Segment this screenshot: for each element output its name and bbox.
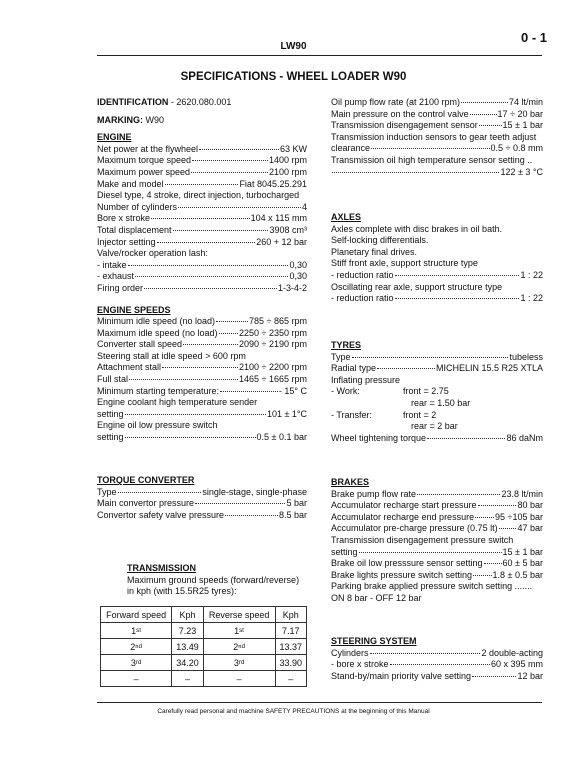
parking-line: Parking brake applied pressure switch setting ....... xyxy=(331,581,533,592)
engine-rows-2 xyxy=(97,202,307,248)
table-cell: 3ʳᵈ xyxy=(203,655,275,671)
spec-label: Oil pump flow rate (at 2100 rpm) xyxy=(331,97,461,107)
disengage-row xyxy=(331,547,543,559)
table-cell: 1ˢᵗ xyxy=(101,623,172,639)
spec-label: Accumulator recharge end pressure xyxy=(331,511,475,522)
engine-diesel: Diesel type, 4 stroke, direct injection, turbocharged xyxy=(97,190,300,201)
axles-line: Stiff front axle, support structure type xyxy=(331,258,478,269)
spec-label: - reduction ratio xyxy=(331,293,394,304)
leader-dots xyxy=(473,575,491,576)
steering-stall: Steering stall at idle speed > 600 rpm xyxy=(97,350,246,361)
brakes-rows xyxy=(331,489,543,535)
steering-section xyxy=(331,636,543,682)
spec-row xyxy=(97,271,307,283)
spec-label: Brake oil low presssure sensor setting xyxy=(331,558,483,569)
transfer-rear: rear = 2 bar xyxy=(411,421,458,432)
spec-row xyxy=(331,120,543,132)
spec-row xyxy=(97,328,307,340)
engine-lash: Valve/rocker operation lash: xyxy=(97,248,208,259)
table-header: Kph xyxy=(275,607,306,623)
table-cell: 33.90 xyxy=(275,655,306,671)
leader-dots xyxy=(499,528,517,529)
spec-label: Brake pump flow rate xyxy=(331,488,417,499)
spec-label: Minimum idle speed (no load) xyxy=(97,316,216,327)
spec-row xyxy=(97,409,307,421)
leader-dots xyxy=(427,438,505,439)
spec-row xyxy=(97,432,307,444)
spec-row xyxy=(97,362,307,374)
leader-dots xyxy=(144,288,277,289)
table-header: Kph xyxy=(172,607,203,623)
spec-label: Net power at the flywheel xyxy=(97,143,199,154)
spec-value: 15 ± 1 bar xyxy=(502,546,543,557)
spec-label: Type xyxy=(97,486,117,497)
brakes-heading: BRAKES xyxy=(331,477,370,487)
spec-row xyxy=(331,97,543,109)
left-column xyxy=(97,97,307,444)
spec-label: - intake xyxy=(97,259,127,270)
spec-value: 23.8 lt/min xyxy=(501,488,543,499)
spec-row xyxy=(97,213,307,225)
tightening-torque-row xyxy=(331,433,543,445)
steering-rows xyxy=(331,648,543,683)
model-code: LW90 xyxy=(280,41,307,52)
axles-line: Planetary final drives. xyxy=(331,246,418,257)
spec-row xyxy=(97,237,307,249)
torque-converter-section xyxy=(97,475,307,521)
leader-dots xyxy=(162,367,238,368)
leader-dots xyxy=(191,172,268,173)
table-cell: 2ⁿᵈ xyxy=(203,639,275,655)
page-title: SPECIFICATIONS - WHEEL LOADER W90 xyxy=(180,71,407,83)
spec-value: 95 ÷105 bar xyxy=(495,511,543,522)
spec-label: Transmission disengagement sensor xyxy=(331,120,478,131)
leader-dots xyxy=(165,184,239,185)
leader-dots xyxy=(371,148,490,149)
table-row xyxy=(101,655,307,671)
spec-label: Maximum idle speed (no load) xyxy=(97,327,218,338)
leader-dots xyxy=(377,368,435,369)
table-cell: 1ˢᵗ xyxy=(203,623,275,639)
torque-converter-rows xyxy=(97,487,307,522)
spec-row xyxy=(331,293,543,305)
leader-dots xyxy=(461,102,508,103)
spec-value: 2250 ÷ 2350 rpm xyxy=(239,327,307,338)
spec-label: Make and model xyxy=(97,178,164,189)
work-front: - Work: front = 2.75 xyxy=(331,386,449,397)
spec-value: 1465 ÷ 1665 rpm xyxy=(239,374,307,385)
leader-dots xyxy=(199,149,279,150)
spec-value: 2 double-acting xyxy=(481,647,543,658)
leader-dots xyxy=(118,492,202,493)
spec-row xyxy=(97,283,307,295)
spec-row xyxy=(331,489,543,501)
tyres-section xyxy=(331,340,543,444)
spec-row xyxy=(331,547,543,559)
table-cell: 7.17 xyxy=(275,623,306,639)
leader-dots xyxy=(135,276,288,277)
leader-dots xyxy=(183,344,238,345)
coolant-row xyxy=(97,409,307,421)
spec-value: 86 daNm xyxy=(506,432,543,443)
torque-converter-heading: TORQUE CONVERTER xyxy=(97,475,195,485)
spec-value: 17 ÷ 20 bar xyxy=(497,108,543,119)
spec-row xyxy=(331,167,543,179)
spec-label: Number of cylinders xyxy=(97,201,178,212)
spec-label: Type xyxy=(331,351,351,362)
spec-label: Main convertor pressure xyxy=(97,498,195,509)
spec-label: - exhaust xyxy=(97,271,135,282)
spec-row xyxy=(331,570,543,582)
spec-value: 3908 cm³ xyxy=(269,224,307,235)
table-cell: 34.20 xyxy=(172,655,203,671)
leader-dots xyxy=(220,391,278,392)
spec-label: - reduction ratio xyxy=(331,269,394,280)
spec-label: Wheel tightening torque xyxy=(331,432,427,443)
spec-value: 101 ± 1°C xyxy=(266,408,307,419)
spec-row xyxy=(331,143,543,155)
spec-row xyxy=(97,260,307,272)
oil-temp-line: Transmission oil high temperature sensor setting .. xyxy=(331,154,533,165)
spec-label: Maximum torque speed xyxy=(97,155,192,166)
spec-label: Accumulator pre-charge pressure (0.75 lt) xyxy=(331,523,498,534)
spec-value: 260 + 12 bar xyxy=(256,236,307,247)
leader-dots xyxy=(195,503,285,504)
leader-dots xyxy=(128,265,289,266)
leader-dots xyxy=(352,357,509,358)
oil-temp-row xyxy=(331,167,543,179)
work-rear: rear = 1.50 bar xyxy=(411,397,471,408)
spec-row xyxy=(97,339,307,351)
front-ratio-row xyxy=(331,270,543,282)
axles-section xyxy=(331,212,543,305)
spec-row xyxy=(331,363,543,375)
bottom-rule xyxy=(97,702,542,703)
table-cell: 2ⁿᵈ xyxy=(101,639,172,655)
leader-dots xyxy=(332,172,499,173)
spec-label: - bore x stroke xyxy=(331,659,389,670)
table-row xyxy=(101,671,307,687)
leader-dots xyxy=(125,414,266,415)
spec-label: setting xyxy=(331,546,358,557)
main-pressure-row xyxy=(331,109,543,121)
spec-value: 2090 ÷ 2190 rpm xyxy=(239,339,307,350)
spec-row xyxy=(97,487,307,499)
spec-value: 0,30 xyxy=(289,259,307,270)
leader-dots xyxy=(478,505,517,506)
spec-value: single-stage, single-phase xyxy=(202,486,307,497)
leader-dots xyxy=(157,242,256,243)
leader-dots xyxy=(173,230,269,231)
spec-row xyxy=(97,498,307,510)
spec-value: 74 lt/min xyxy=(508,97,543,107)
spec-label: setting xyxy=(97,432,124,443)
spec-value: 785 ÷ 865 rpm xyxy=(249,316,307,327)
spec-row xyxy=(331,500,543,512)
spec-row xyxy=(331,352,543,364)
table-row xyxy=(101,639,307,655)
spec-label: Attachment stall xyxy=(97,362,162,373)
identification: IDENTIFICATION - 2620.080.001 xyxy=(97,97,232,107)
disengagement-row xyxy=(331,120,543,132)
spec-value: 8.5 bar xyxy=(278,509,307,520)
spec-row xyxy=(331,659,543,671)
oil-line: Engine oil low pressure switch xyxy=(97,420,218,431)
leader-dots xyxy=(479,125,502,126)
leader-dots xyxy=(219,333,238,334)
spec-row xyxy=(97,374,307,386)
spec-value: 0,30 xyxy=(289,271,307,282)
leader-dots xyxy=(192,160,268,161)
table-header-row xyxy=(101,607,307,623)
leader-dots xyxy=(178,207,301,208)
spec-row xyxy=(331,512,543,524)
oscillating-line: Oscillating rear axle, support structure type xyxy=(331,281,503,292)
transmission-heading: TRANSMISSION xyxy=(127,563,197,573)
spec-value: 2100 ÷ 2200 rpm xyxy=(239,362,307,373)
spec-value: 15 ± 1 bar xyxy=(502,120,543,131)
parking-values: ON 8 bar - OFF 12 bar xyxy=(331,592,422,603)
spec-value: 0.5 ± 0.1 bar xyxy=(256,432,307,443)
leader-dots xyxy=(472,676,516,677)
spec-row xyxy=(331,558,543,570)
axles-heading: AXLES xyxy=(331,212,362,222)
table-cell: – xyxy=(101,671,172,687)
spec-label: Radial type xyxy=(331,363,377,374)
spec-value: 122 ± 3 °C xyxy=(500,166,543,177)
tyre-type-row xyxy=(331,352,543,364)
inflating-line: Inflating pressure xyxy=(331,374,401,385)
engine-rows-3 xyxy=(97,260,307,295)
spec-label: Minimum starting temperature: xyxy=(97,385,220,396)
leader-dots xyxy=(395,275,520,276)
spec-label: clearance xyxy=(331,143,371,154)
oil-pump-row xyxy=(331,97,543,109)
steering-heading: STEERING SYSTEM xyxy=(331,636,417,646)
table-cell: – xyxy=(172,671,203,687)
spec-value: 4 xyxy=(301,201,307,212)
spec-value: 1.8 ± 0.5 bar xyxy=(492,569,543,580)
axles-line: Self-locking differentials. xyxy=(331,235,429,246)
transmission-intro: Maximum ground speeds (forward/reverse) in kph (with 15.5R25 tyres): xyxy=(127,574,300,597)
spec-row xyxy=(97,179,307,191)
tyres-heading: TYRES xyxy=(331,340,362,350)
leader-dots xyxy=(390,664,490,665)
leader-dots xyxy=(216,321,248,322)
spec-value: 0.5 ÷ 0.8 mm xyxy=(490,143,543,154)
spec-value: 2100 rpm xyxy=(268,166,307,177)
spec-row xyxy=(97,202,307,214)
radial-type-row xyxy=(331,363,543,375)
spec-value: 63 KW xyxy=(279,143,307,154)
spec-row xyxy=(331,433,543,445)
table-cell: 3ʳᵈ xyxy=(101,655,172,671)
engine-heading: ENGINE xyxy=(97,132,132,143)
brakes-section xyxy=(331,477,543,605)
spec-label: Accumulator recharge start pressure xyxy=(331,500,477,511)
table-row xyxy=(101,623,307,639)
spec-row xyxy=(331,523,543,535)
spec-row xyxy=(331,109,543,121)
spec-value: 1-3-4-2 xyxy=(277,282,307,293)
spec-value: MICHELIN 15.5 R25 XTLA xyxy=(435,363,543,374)
spec-label: Main pressure on the control valve xyxy=(331,108,469,119)
footer-note: Carefully read personal and machine SAFETY PRECAUTIONS at the beginning of this Manual xyxy=(157,708,430,715)
leader-dots xyxy=(359,552,502,553)
rear-ratio-row xyxy=(331,293,543,305)
leader-dots xyxy=(370,653,481,654)
right-column-top xyxy=(331,97,543,178)
leader-dots xyxy=(475,517,494,518)
spec-label: Convertor safety valve pressure xyxy=(97,509,225,520)
spec-row xyxy=(331,671,543,683)
leader-dots xyxy=(395,298,520,299)
leader-dots xyxy=(129,379,238,380)
spec-row xyxy=(97,167,307,179)
marking: MARKING: W90 xyxy=(97,114,165,125)
top-rule xyxy=(97,55,542,56)
spec-row xyxy=(97,225,307,237)
table-header: Reverse speed xyxy=(203,607,275,623)
disengage-line: Transmission disengagement pressure switch xyxy=(331,534,514,545)
spec-row xyxy=(331,648,543,660)
table-header: Forward speed xyxy=(101,607,172,623)
spec-value: 60 ± 5 bar xyxy=(502,558,543,569)
engine-speeds-rows-2 xyxy=(97,362,307,397)
table-cell: – xyxy=(203,671,275,687)
engine-speeds-heading: ENGINE SPEEDS xyxy=(97,304,171,315)
leader-dots xyxy=(417,494,500,495)
transmission-section xyxy=(127,563,307,598)
clearance-row xyxy=(331,143,543,155)
engine-speeds-rows xyxy=(97,316,307,351)
coolant-line: Engine coolant high temperature sender xyxy=(97,397,258,408)
engine-rows xyxy=(97,144,307,190)
spec-label: Injector setting xyxy=(97,236,156,247)
spec-label: Total displacement xyxy=(97,224,172,235)
spec-value: 12 bar xyxy=(517,670,543,681)
leader-dots xyxy=(125,437,256,438)
spec-value: - 15° C xyxy=(278,385,307,396)
spec-row xyxy=(97,316,307,328)
table-cell: 13.37 xyxy=(275,639,306,655)
spec-label: Full stal xyxy=(97,374,129,385)
spec-value: 80 bar xyxy=(517,500,543,511)
spec-value: 1400 rpm xyxy=(268,155,307,166)
transfer-front: - Transfer: front = 2 xyxy=(331,409,437,420)
leader-dots xyxy=(470,114,497,115)
spec-value: tubeless xyxy=(509,351,543,362)
spec-label: Converter stall speed xyxy=(97,339,183,350)
table-cell: 13.49 xyxy=(172,639,203,655)
table-cell: 7.23 xyxy=(172,623,203,639)
spec-value: 104 x 115 mm xyxy=(250,213,307,224)
axles-line: Axles complete with disc brakes in oil bath. xyxy=(331,223,503,234)
spec-row xyxy=(331,270,543,282)
page-number: 0 - 1 xyxy=(520,30,547,45)
leader-dots xyxy=(484,563,502,564)
spec-value: 47 bar xyxy=(517,523,543,534)
spec-label: Maximum power speed xyxy=(97,166,191,177)
spec-value: 5 bar xyxy=(286,498,307,509)
oil-row xyxy=(97,432,307,444)
spec-label: setting xyxy=(97,408,124,419)
spec-value: 1 : 22 xyxy=(520,293,543,304)
speeds-table xyxy=(100,606,307,687)
spec-row xyxy=(97,155,307,167)
table-cell: – xyxy=(275,671,306,687)
leader-dots xyxy=(225,515,278,516)
spec-label: Stand-by/main priority valve setting xyxy=(331,670,472,681)
spec-value: Fiat 8045.25.291 xyxy=(239,178,307,189)
spec-row xyxy=(97,386,307,398)
spec-row xyxy=(97,144,307,156)
leader-dots xyxy=(151,218,250,219)
spec-row xyxy=(97,510,307,522)
brakes-rows-2 xyxy=(331,558,543,581)
spec-label: Cylinders xyxy=(331,647,369,658)
spec-label: Brake lights pressure switch setting xyxy=(331,569,473,580)
induction-line: Transmission induction sensors to gear teeth adjust xyxy=(331,131,537,142)
spec-value: 60 x 395 mm xyxy=(490,659,543,670)
spec-value: 1 : 22 xyxy=(520,269,543,280)
spec-label: Bore x stroke xyxy=(97,213,151,224)
spec-label: Firing order xyxy=(97,282,144,293)
